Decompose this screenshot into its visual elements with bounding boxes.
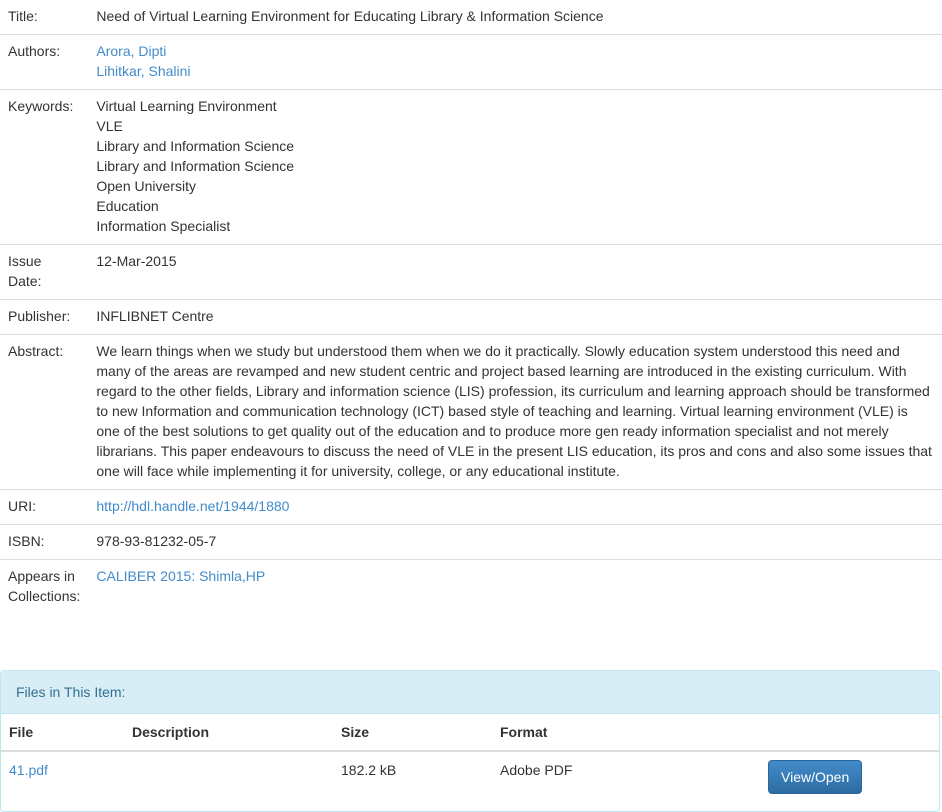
isbn-label: ISBN: bbox=[0, 525, 88, 560]
files-table bbox=[1, 714, 939, 802]
isbn-row bbox=[0, 525, 942, 560]
uri-label: URI: bbox=[0, 490, 88, 525]
issue-date-value: 12-Mar-2015 bbox=[88, 245, 942, 300]
authors-row bbox=[0, 35, 942, 90]
keyword: Open University bbox=[96, 178, 196, 194]
title-row bbox=[0, 0, 942, 35]
isbn-value: 978-93-81232-05-7 bbox=[88, 525, 942, 560]
issue-date-row bbox=[0, 245, 942, 300]
keyword: Education bbox=[96, 198, 159, 214]
collection-link[interactable]: CALIBER 2015: Shimla,HP bbox=[96, 568, 266, 584]
file-link[interactable]: 41.pdf bbox=[9, 762, 48, 778]
keyword: VLE bbox=[96, 118, 123, 134]
collections-label: Appears in Collections: bbox=[0, 560, 88, 615]
title-label: Title: bbox=[8, 8, 38, 24]
action-column-header bbox=[760, 714, 939, 751]
publisher-label: Publisher: bbox=[0, 300, 88, 335]
files-panel-heading: Files in This Item: bbox=[1, 671, 939, 714]
keywords-label: Keywords: bbox=[0, 90, 88, 245]
authors-list bbox=[88, 35, 942, 90]
keyword: Information Specialist bbox=[96, 218, 231, 234]
author-link[interactable]: Arora, Dipti bbox=[96, 43, 167, 59]
file-size: 182.2 kB bbox=[341, 762, 397, 778]
author-link[interactable]: Lihitkar, Shalini bbox=[96, 63, 191, 79]
authors-label: Authors: bbox=[0, 35, 88, 90]
abstract-text: We learn things when we study but understood them when we do it practically. Slowly education system understood this need and many of the areas are revamped and new student centric and project based learning are introduced in the existing curriculum. With regard to the other fields, Library and information science (LIS) profession, its curriculum and learning approach should be transformed to new Information and communication technology (ICT) based style of teaching and learning. Virtual learning environment (VLE) is one of the best solutions to get quality out of the education and to produce more gen ready information specialist and not merely librarians. This paper endeavours to discuss the need of VLE in the present LIS education, its pros and cons and also some issues that one will face while implementing it for university, college, or any educational institute. bbox=[88, 335, 942, 490]
uri-row bbox=[0, 490, 942, 525]
abstract-row bbox=[0, 335, 942, 490]
publisher-value: INFLIBNET Centre bbox=[88, 300, 942, 335]
keywords-row bbox=[0, 90, 942, 245]
file-column-header: File bbox=[1, 714, 124, 751]
uri-link[interactable]: http://hdl.handle.net/1944/1880 bbox=[96, 498, 290, 514]
keyword: Library and Information Science bbox=[96, 138, 295, 154]
format-column-header: Format bbox=[492, 714, 760, 751]
file-format: Adobe PDF bbox=[500, 762, 573, 778]
keyword: Virtual Learning Environment bbox=[96, 98, 277, 114]
size-column-header: Size bbox=[333, 714, 492, 751]
abstract-label: Abstract: bbox=[0, 335, 88, 490]
keyword: Library and Information Science bbox=[96, 158, 295, 174]
collections-row bbox=[0, 560, 942, 615]
file-description bbox=[124, 751, 333, 802]
files-panel bbox=[0, 670, 940, 812]
publisher-row bbox=[0, 300, 942, 335]
issue-date-label: Issue Date: bbox=[0, 245, 88, 300]
table-row bbox=[1, 751, 939, 802]
title-value: Need of Virtual Learning Environment for Educating Library & Information Science bbox=[96, 8, 604, 24]
view-open-button[interactable]: View/Open bbox=[768, 760, 862, 794]
description-column-header: Description bbox=[124, 714, 333, 751]
keywords-list bbox=[88, 90, 942, 245]
files-table-header bbox=[1, 714, 939, 751]
